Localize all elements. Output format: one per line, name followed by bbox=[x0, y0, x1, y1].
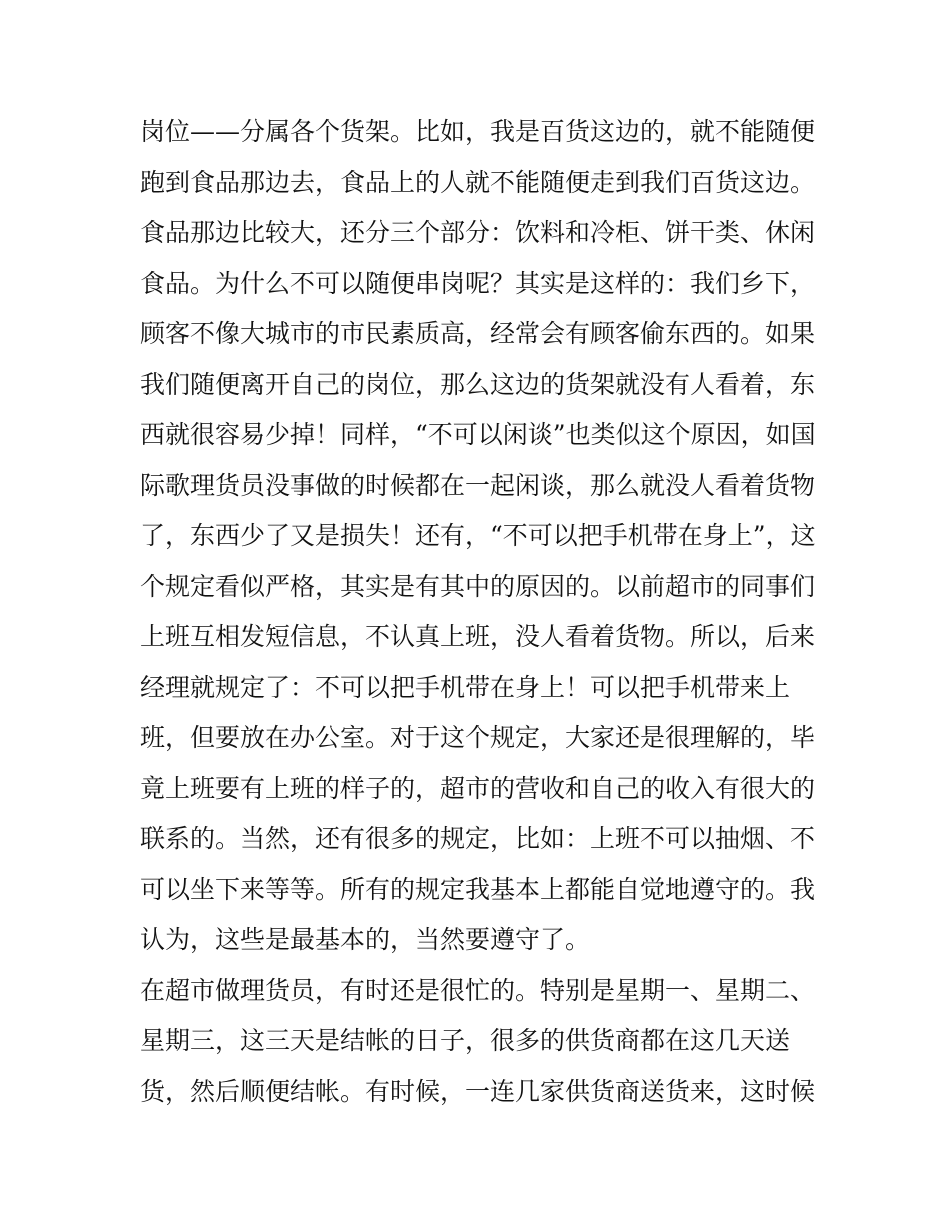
text-line: 西就很容易少掉！同样，“不可以闲谈”也类似这个原因，如国 bbox=[140, 420, 816, 449]
text-line: 我们随便离开自己的岗位，那么这边的货架就没有人看着，东 bbox=[140, 369, 816, 399]
text-line: 跑到食品那边去，食品上的人就不能随便走到我们百货这边。 bbox=[140, 167, 816, 197]
text-line: 竟上班要有上班的样子的，超市的营收和自己的收入有很大的 bbox=[140, 773, 816, 803]
text-line: 了，东西少了又是损失！还有，“不可以把手机带在身上”，这 bbox=[140, 521, 816, 550]
text-line: 食品。为什么不可以随便串岗呢？其实是这样的：我们乡下， bbox=[140, 268, 816, 298]
text-line: 可以坐下来等等。所有的规定我基本上都能自觉地遵守的。我 bbox=[140, 874, 816, 904]
text-line: 顾客不像大城市的市民素质高，经常会有顾客偷东西的。如果 bbox=[140, 319, 816, 348]
text-line: 星期三，这三天是结帐的日子，很多的供货商都在这几天送 bbox=[140, 1026, 791, 1055]
text-line: 联系的。当然，还有很多的规定，比如：上班不可以抽烟、不 bbox=[140, 824, 816, 853]
body-text bbox=[140, 107, 820, 1117]
text-line: 在超市做理货员，有时还是很忙的。特别是星期一、星期二、 bbox=[140, 975, 816, 1005]
text-line: 岗位——分属各个货架。比如，我是百货这边的，就不能随便 bbox=[140, 117, 816, 146]
text-line: 际歌理货员没事做的时候都在一起闲谈，那么就没人看着货物 bbox=[140, 470, 816, 500]
text-line: 食品那边比较大，还分三个部分：饮料和冷柜、饼干类、休闲 bbox=[140, 218, 816, 247]
text-line: 班，但要放在办公室。对于这个规定，大家还是很理解的，毕 bbox=[140, 723, 816, 752]
text-line: 上班互相发短信息，不认真上班，没人看着货物。所以，后来 bbox=[140, 622, 816, 651]
text-line: 个规定看似严格，其实是有其中的原因的。以前超市的同事们 bbox=[140, 571, 816, 601]
text-line: 认为，这些是最基本的，当然要遵守了。 bbox=[140, 925, 591, 954]
text-line: 货，然后顺便结帐。有时候，一连几家供货商送货来，这时候 bbox=[140, 1076, 816, 1106]
text-line: 经理就规定了：不可以把手机带在身上！可以把手机带来上 bbox=[140, 672, 791, 702]
